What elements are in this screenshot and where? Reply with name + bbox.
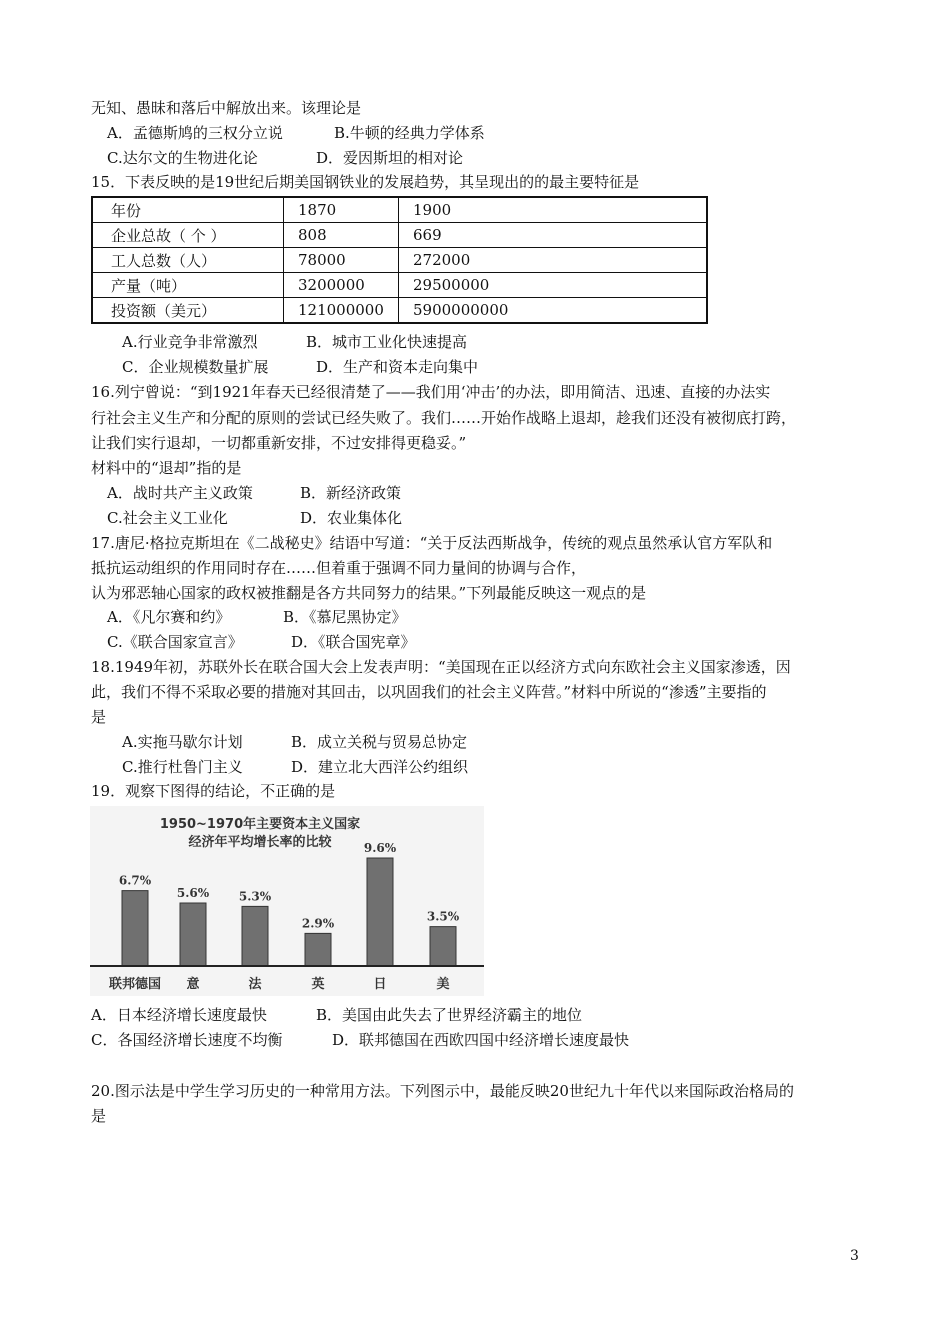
chart-category-label: 联邦德国 [108, 977, 162, 992]
q14-option-c: C.达尔文的生物进化论 [107, 149, 258, 167]
table-cell: 工人总数（人） [92, 248, 284, 273]
q17-stem-line: 认为邪恶轴心国家的政权被推翻是各方共同努力的结果。”下列最能反映这一观点的是 [91, 584, 647, 602]
table-cell: 78000 [284, 248, 399, 273]
q15-option-d: D．生产和资本走向集中 [316, 358, 479, 376]
growth-rate-bar-chart [90, 806, 484, 996]
table-cell: 272000 [399, 248, 708, 273]
q15-option-a: A.行业竞争非常激烈 [122, 333, 258, 351]
table-cell: 1900 [399, 197, 708, 223]
q18-option-b: B．成立关税与贸易总协定 [291, 733, 468, 751]
table-row [92, 223, 707, 248]
table-cell: 产量（吨） [92, 273, 284, 298]
q19-option-c: C．各国经济增长速度不均衡 [91, 1031, 283, 1049]
table-cell: 5900000000 [399, 298, 708, 324]
q16-stem-line: 16.列宁曾说：“到1921年春天已经很清楚了——我们用‘冲击’的办法，即用简洁、迅速、直接的办法实 [91, 383, 771, 401]
chart-category-label: 日 [373, 977, 387, 992]
q16-stem-line: 让我们实行退却，一切都重新安排，不过安排得更稳妥。” [91, 434, 467, 452]
chart-data-label: 9.6% [363, 841, 397, 855]
q14-option-b: B.牛顿的经典力学体系 [334, 124, 485, 142]
table-row [92, 197, 707, 223]
chart-bar [122, 891, 148, 966]
page-number: 3 [850, 1248, 859, 1264]
table-cell: 808 [284, 223, 399, 248]
q19-stem: 19．观察下图得的结论，不正确的是 [91, 782, 336, 800]
chart-data-label: 5.6% [176, 886, 210, 900]
q16-option-b: B．新经济政策 [300, 484, 402, 502]
chart-data-label: 5.3% [238, 889, 272, 904]
chart-bar [242, 906, 268, 966]
q16-stem-line: 材料中的“退却”指的是 [91, 459, 242, 477]
chart-data-label: 3.5% [426, 909, 460, 924]
q17-option-d: D．《联合国宪章》 [291, 633, 416, 651]
q18-option-a: A.实拖马歇尔计划 [122, 733, 243, 751]
chart-category-label: 法 [248, 977, 262, 992]
q17-option-b: B．《慕尼黑协定》 [283, 608, 407, 626]
q19-option-a: A．日本经济增长速度最快 [91, 1006, 267, 1024]
q17-option-a: A．《凡尔赛和约》 [107, 608, 231, 626]
q18-stem-line: 是 [91, 708, 107, 726]
chart-category-label: 意 [186, 977, 200, 992]
q14-stem-tail: 无知、愚昧和落后中解放出来。该理论是 [91, 99, 362, 117]
q18-stem-line: 18.1949年初，苏联外长在联合国大会上发表声明：“美国现在正以经济方式向东欧社会主义国家渗透，因 [91, 658, 791, 676]
q16-option-c: C.社会主义工业化 [107, 509, 228, 527]
chart-category-label: 美 [436, 977, 450, 992]
q17-option-c: C.《联合国家宣言》 [107, 633, 243, 651]
q17-stem-line: 17.唐尼·格拉克斯坦在《二战秘史》结语中写道：“关于反法西斯战争，传统的观点虽然承认官方军队和 [91, 534, 773, 552]
q20-stem-line: 是 [91, 1107, 107, 1125]
chart-bar [430, 927, 456, 966]
q15-option-b: B．城市工业化快速提高 [306, 333, 468, 351]
q18-stem-line: 此，我们不得不采取必要的措施对其回击，以巩固我们的社会主义阵营。”材料中所说的“渗透”主要指的 [91, 683, 767, 701]
chart-category-label: 英 [311, 977, 325, 992]
table-row [92, 248, 707, 273]
table-cell: 投资额（美元） [92, 298, 284, 324]
q20-stem-line: 20.图示法是中学生学习历史的一种常用方法。下列图示中，最能反映20世纪九十年代以来国际政治格局的 [91, 1082, 794, 1100]
q18-option-d: D．建立北大西洋公约组织 [291, 758, 469, 776]
q19-option-b: B．美国由此失去了世界经济霸主的地位 [316, 1006, 583, 1024]
chart-data-label: 2.9% [301, 916, 335, 931]
table-cell: 3200000 [284, 273, 399, 298]
table-cell: 669 [399, 223, 708, 248]
q15-stem: 15．下表反映的是19世纪后期美国钢铁业的发展趋势，其呈现出的的最主要特征是 [91, 173, 640, 191]
q19-option-d: D．联邦德国在西欧四国中经济增长速度最快 [332, 1031, 630, 1049]
q16-stem-line: 行社会主义生产和分配的原则的尝试已经失败了。我们……开始作战略上退却，趁我们还没有被彻底打跨， [91, 409, 797, 427]
q17-stem-line: 抵抗运动组织的作用同时存在……但着重于强调不同力量间的协调与合作， [91, 559, 587, 577]
table-cell: 1870 [284, 197, 399, 223]
chart-title-line-1: 1950~1970年主要资本主义国家 [159, 817, 361, 832]
table-cell: 121000000 [284, 298, 399, 324]
table-cell: 29500000 [399, 273, 708, 298]
chart-data-label: 6.7% [118, 873, 152, 888]
q15-option-c: C．企业规模数量扩展 [122, 358, 269, 376]
q14-option-a: A．孟德斯鸠的三权分立说 [107, 124, 283, 142]
chart-bar [305, 933, 331, 966]
chart-title-line-2: 经济年平均增长率的比较 [188, 835, 332, 850]
q16-option-d: D．农业集体化 [300, 509, 403, 527]
q14-option-d: D．爱因斯坦的相对论 [316, 149, 464, 167]
q15-data-table [91, 196, 708, 324]
q18-option-c: C.推行杜鲁门主义 [122, 758, 243, 776]
chart-bar [180, 903, 206, 966]
table-cell: 年份 [92, 197, 284, 223]
table-row [92, 273, 707, 298]
table-cell: 企业总故（ 个 ） [92, 223, 284, 248]
chart-bar [367, 858, 393, 966]
q16-option-a: A．战时共产主义政策 [107, 484, 253, 502]
table-row [92, 298, 707, 324]
